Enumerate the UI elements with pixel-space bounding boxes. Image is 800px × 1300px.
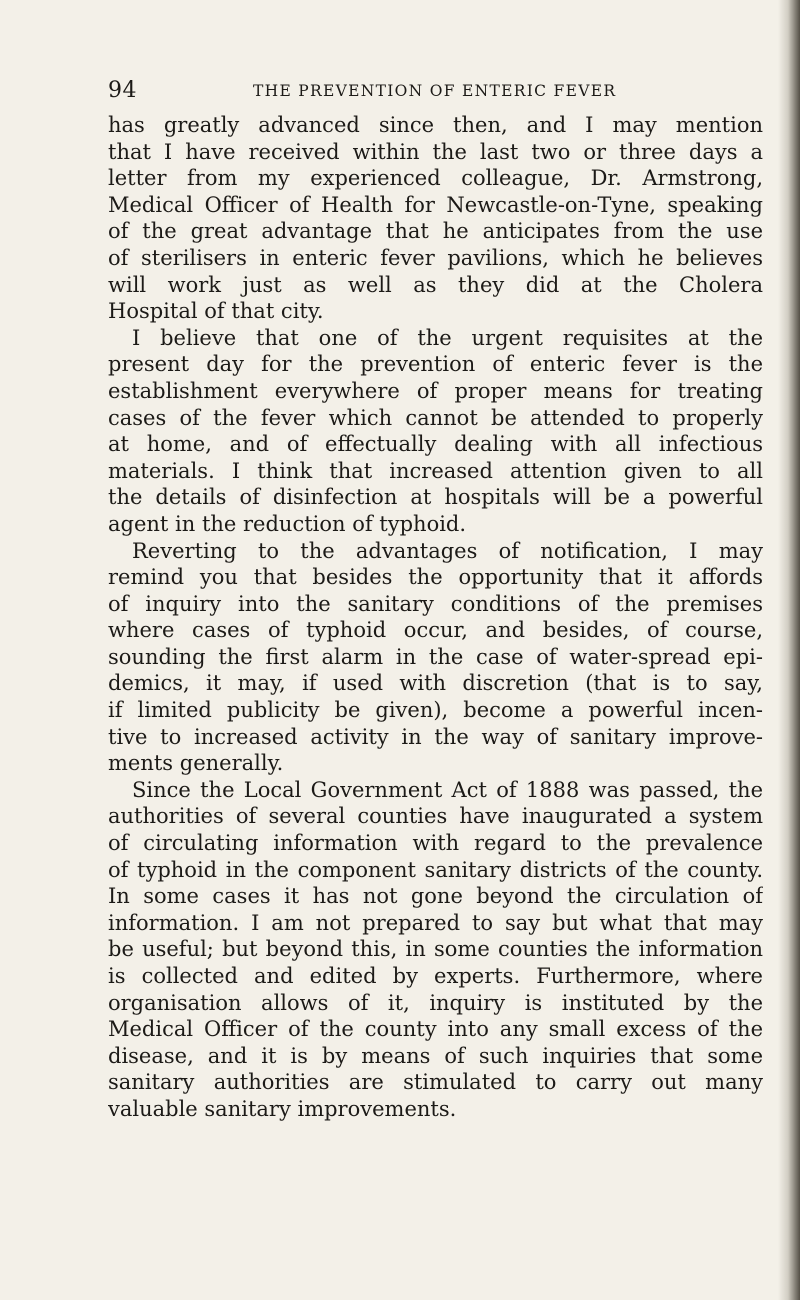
text-line: of the great advantage that he anticipates from the use <box>108 219 763 244</box>
text-line: be useful; but beyond this, in some counties the information <box>108 937 763 962</box>
text-line: of inquiry into the sanitary conditions of the premises <box>108 591 763 616</box>
text-line: information. I am not prepared to say but what that may <box>108 910 763 935</box>
text-line: tive to increased activity in the way of sanitary improve- <box>108 724 763 749</box>
text-line: at home, and of effectually dealing with all infectious <box>108 432 763 457</box>
text-line: establishment everywhere of proper means for treating <box>108 378 763 403</box>
text-line: will work just as well as they did at the Cholera <box>108 272 763 297</box>
text-line: agent in the reduction of typhoid. <box>108 511 467 536</box>
paragraph-first-line: Reverting to the advantages of notification, I may <box>132 538 763 563</box>
text-line: demics, it may, if used with discretion (that is to say, <box>108 671 763 696</box>
running-head: THE PREVENTION OF ENTERIC FEVER <box>253 82 617 100</box>
page-header <box>108 78 768 108</box>
body-text <box>108 112 763 1123</box>
page-number: 94 <box>108 78 137 103</box>
text-line: of typhoid in the component sanitary districts of the county. <box>108 857 763 882</box>
text-line: In some cases it has not gone beyond the circulation of <box>108 884 763 909</box>
text-line: cases of the fever which cannot be attended to properly <box>108 405 763 430</box>
text-line: where cases of typhoid occur, and besides, of course, <box>108 618 763 643</box>
text-line: sanitary authorities are stimulated to carry out many <box>108 1070 763 1095</box>
text-line: if limited publicity be given), become a powerful incen- <box>108 698 763 723</box>
page-edge-shadow <box>778 0 800 1300</box>
text-line: Hospital of that city. <box>108 299 324 324</box>
text-line: disease, and it is by means of such inquiries that some <box>108 1043 763 1068</box>
text-line: Medical Officer of the county into any small excess of the <box>108 1017 763 1042</box>
text-line: of sterilisers in enteric fever pavilions, which he believes <box>108 245 763 270</box>
text-line: present day for the prevention of enteric fever is the <box>108 352 763 377</box>
text-line: ments generally. <box>108 751 284 776</box>
text-line: organisation allows of it, inquiry is instituted by the <box>108 990 763 1015</box>
paragraph-first-line: Since the Local Government Act of 1888 was passed, the <box>132 777 763 802</box>
text-line: that I have received within the last two or three days a <box>108 139 763 164</box>
text-line: of circulating information with regard to the prevalence <box>108 831 763 856</box>
text-line: remind you that besides the opportunity that it affords <box>108 565 763 590</box>
text-line: has greatly advanced since then, and I may mention <box>108 113 763 137</box>
text-line: valuable sanitary improvements. <box>108 1096 457 1121</box>
text-line: Medical Officer of Health for Newcastle-on-Tyne, speaking <box>108 192 763 217</box>
text-line: sounding the first alarm in the case of water-spread epi- <box>108 644 763 669</box>
text-line: materials. I think that increased attention given to all <box>108 458 763 483</box>
paragraph-first-line: I believe that one of the urgent requisites at the <box>132 325 763 350</box>
text-line: letter from my experienced colleague, Dr. Armstrong, <box>108 166 763 191</box>
text-line: authorities of several counties have inaugurated a system <box>108 804 763 829</box>
text-line: is collected and edited by experts. Furthermore, where <box>108 964 763 988</box>
text-line: the details of disinfection at hospitals will be a powerful <box>108 485 763 510</box>
